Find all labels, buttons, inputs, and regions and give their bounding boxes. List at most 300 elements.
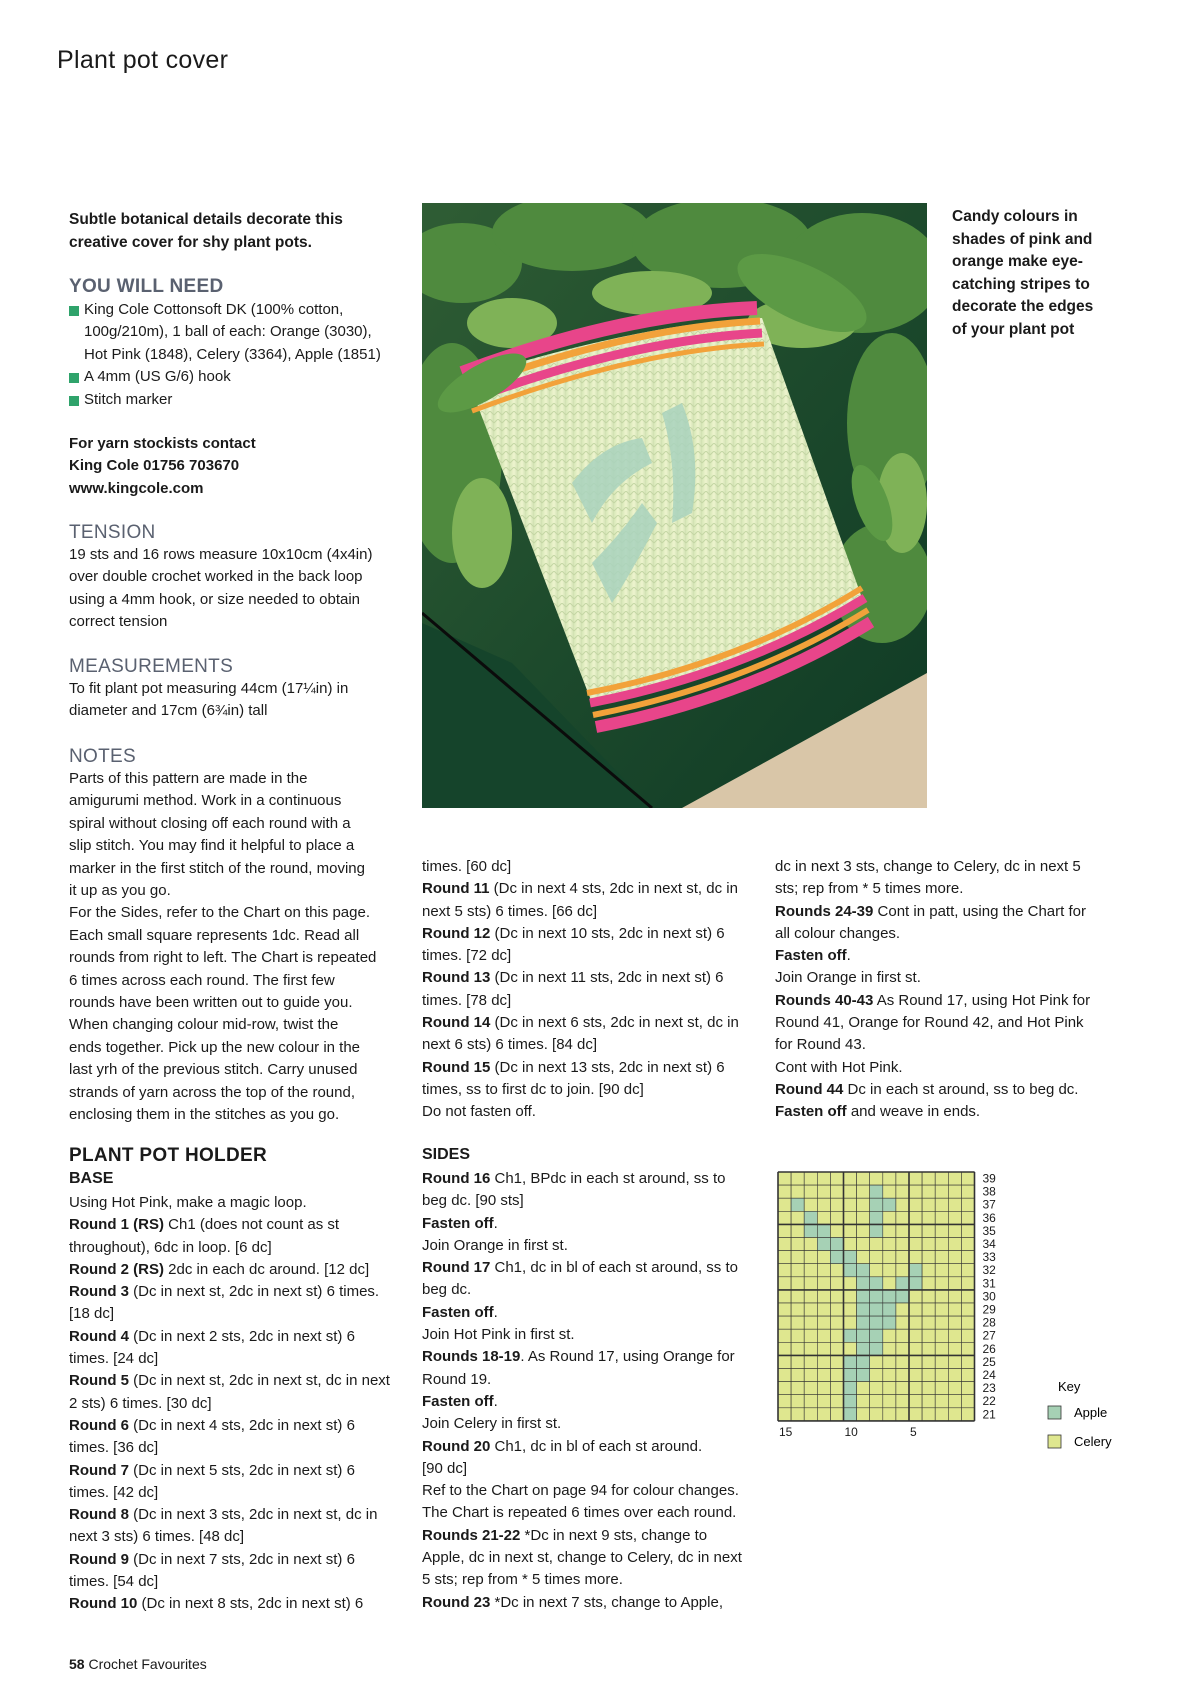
chart-cell [830, 1408, 843, 1421]
instruction-line [775, 856, 1120, 878]
chart-cell [935, 1172, 948, 1185]
chart-cell [778, 1264, 791, 1277]
chart-cell [857, 1238, 870, 1251]
list-item: Stitch marker [69, 389, 414, 411]
chart-cell [844, 1224, 857, 1237]
base-heading: BASE [69, 1170, 114, 1187]
chart-cell [883, 1382, 896, 1395]
chart-cell [817, 1264, 830, 1277]
chart-cell [804, 1316, 817, 1329]
chart-col-label: 15 [779, 1424, 793, 1439]
chart-cell [857, 1316, 870, 1329]
chart-cell [778, 1355, 791, 1368]
chart-cell [830, 1185, 843, 1198]
chart-cell [883, 1355, 896, 1368]
instruction-text: Dc in each st around, ss to beg dc. [843, 1080, 1079, 1098]
chart-cell [857, 1329, 870, 1342]
chart-cell [830, 1355, 843, 1368]
chart-cell [791, 1211, 804, 1224]
chart-cell [961, 1382, 974, 1395]
chart-col-label: 10 [844, 1424, 858, 1439]
instruction-line [422, 1057, 767, 1079]
chart-cell [935, 1185, 948, 1198]
chart-cell [804, 1290, 817, 1303]
chart-cell [883, 1369, 896, 1382]
chart-cell [909, 1238, 922, 1251]
chart-row-label: 21 [982, 1407, 996, 1422]
notes-line: spiral without closing off each round with a [69, 814, 351, 832]
instruction-line [69, 1192, 414, 1214]
chart-cell [909, 1198, 922, 1211]
chart-cell [870, 1290, 883, 1303]
chart-cell [909, 1329, 922, 1342]
chart-cell [817, 1224, 830, 1237]
chart-cell [778, 1211, 791, 1224]
chart-cell [791, 1342, 804, 1355]
chart-row-label: 38 [982, 1184, 996, 1199]
chart-cell [909, 1355, 922, 1368]
chart-cell [922, 1303, 935, 1316]
chart-cell [804, 1329, 817, 1342]
chart-cell [896, 1303, 909, 1316]
chart-cell [883, 1329, 896, 1342]
instruction-text: . [493, 1303, 498, 1321]
chart-cell [961, 1185, 974, 1198]
instruction-text: (Dc in next 11 sts, 2dc in next st) 6 [490, 969, 724, 987]
sides-instructions [422, 1168, 767, 1614]
chart-cell [922, 1211, 935, 1224]
instruction-text: times. [78 dc] [422, 991, 512, 1009]
chart-cell [817, 1355, 830, 1368]
website-link[interactable]: www.kingcole.com [69, 479, 204, 497]
instruction-text: Ch1, dc in bl of each st around, ss to [490, 1259, 738, 1277]
instruction-label: Round 44 [775, 1080, 844, 1098]
materials-list [69, 299, 414, 411]
instruction-label: Round 5 [69, 1372, 129, 1390]
notes-heading: NOTES [69, 746, 136, 767]
chart-cell [817, 1172, 830, 1185]
instruction-line [775, 1012, 1120, 1034]
chart-cell [896, 1329, 909, 1342]
instruction-line [69, 1460, 414, 1482]
chart-cell [961, 1224, 974, 1237]
chart-cell [804, 1277, 817, 1290]
chart-cell [896, 1342, 909, 1355]
chart-cell [804, 1172, 817, 1185]
chart-cell [922, 1277, 935, 1290]
chart-cell [844, 1172, 857, 1185]
chart-cell [830, 1224, 843, 1237]
notes-line: last yrh of the previous stitch. Carry unused [69, 1061, 358, 1079]
instruction-text: throughout), 6dc in loop. [6 dc] [69, 1238, 272, 1256]
chart-cell [922, 1290, 935, 1303]
photo-caption: Candy colours in shades of pink and orange make eye- catching stripes to decorate the edges of your plant pot [952, 208, 1094, 338]
instruction-label: Fasten off [775, 1103, 847, 1121]
chart-cell [804, 1251, 817, 1264]
notes-line: For the Sides, refer to the Chart on this page. [69, 904, 370, 922]
chart-cell [909, 1264, 922, 1277]
chart-key-label: Apple [1074, 1405, 1108, 1420]
chart-cell [961, 1211, 974, 1224]
instruction-text: (Dc in next 6 sts, 2dc in next st, dc in [490, 1014, 739, 1032]
instruction-text: *Dc in next 9 sts, change to [520, 1526, 708, 1544]
chart-cell [778, 1342, 791, 1355]
instruction-label: Fasten off [775, 947, 847, 965]
instruction-text: times. [24 dc] [69, 1350, 159, 1368]
chart-cell [935, 1224, 948, 1237]
chart-cell [870, 1264, 883, 1277]
chart-cell [804, 1303, 817, 1316]
instruction-line [775, 1057, 1120, 1079]
instruction-line [422, 1592, 767, 1614]
chart-cell [922, 1224, 935, 1237]
instruction-line [422, 1279, 767, 1301]
instruction-line [422, 1257, 767, 1279]
chart-cell [922, 1316, 935, 1329]
page-footer [69, 1656, 207, 1672]
instruction-line [422, 1190, 767, 1212]
chart-cell [935, 1198, 948, 1211]
instruction-line [422, 1213, 767, 1235]
chart-cell [961, 1172, 974, 1185]
tension-text: 19 sts and 16 rows measure 10x10cm (4x4in) over double crochet worked in the back loop using a 4mm hook, or size needed to obtain correct tension [69, 546, 373, 631]
chart-cell [778, 1185, 791, 1198]
instruction-text: times. [60 dc] [422, 858, 512, 875]
chart-row-label: 26 [982, 1341, 996, 1356]
chart-key-swatch [1048, 1435, 1061, 1448]
chart-cell [883, 1211, 896, 1224]
chart-cell [948, 1395, 961, 1408]
instruction-label: Round 20 [422, 1437, 491, 1455]
instruction-text: times. [42 dc] [69, 1483, 159, 1501]
chart-cell [935, 1408, 948, 1421]
chart-cell [844, 1290, 857, 1303]
instruction-text: [90 dc] [422, 1459, 468, 1477]
instruction-text: (Dc in next st, 2dc in next st, dc in next [129, 1372, 390, 1390]
instruction-line [422, 856, 767, 878]
chart-cell [844, 1316, 857, 1329]
chart-cell [778, 1369, 791, 1382]
instruction-text: (Dc in next 2 sts, 2dc in next st) 6 [129, 1327, 355, 1345]
chart-cell [909, 1211, 922, 1224]
chart-cell [844, 1277, 857, 1290]
chart-cell [922, 1198, 935, 1211]
base-instructions-continued [422, 856, 767, 1124]
chart-cell [961, 1342, 974, 1355]
chart-cell [896, 1211, 909, 1224]
you-will-need-heading: YOU WILL NEED [69, 276, 224, 297]
chart-col-label: 5 [910, 1424, 917, 1439]
instruction-text: (Dc in next 7 sts, 2dc in next st) 6 [129, 1550, 355, 1568]
chart-row-label: 32 [982, 1263, 996, 1278]
instruction-text: Ch1 (does not count as st [164, 1216, 340, 1234]
chart-cell [909, 1251, 922, 1264]
instruction-line [775, 878, 1120, 900]
magazine-name: Crochet Favourites [84, 1656, 207, 1672]
chart-cell [844, 1211, 857, 1224]
instruction-text: beg dc. [422, 1281, 472, 1299]
chart-cell [804, 1382, 817, 1395]
chart-cell [857, 1303, 870, 1316]
chart-cell [844, 1238, 857, 1251]
chart-cell [817, 1395, 830, 1408]
chart-cell [857, 1382, 870, 1395]
measurements-text: To fit plant pot measuring 44cm (17¼in) in diameter and 17cm (6¾in) tall [69, 680, 349, 720]
notes-line: rounds have been written out to guide you. [69, 994, 353, 1012]
chart-cell [817, 1342, 830, 1355]
chart-cell [857, 1408, 870, 1421]
instruction-line [422, 1346, 767, 1368]
instruction-label: Fasten off [422, 1392, 494, 1410]
instruction-line [775, 1079, 1120, 1101]
instruction-line [422, 1502, 767, 1524]
instruction-text: [18 dc] [69, 1305, 115, 1323]
chart-cell [896, 1224, 909, 1237]
instruction-label: Rounds 21-22 [422, 1526, 521, 1544]
chart-row-label: 39 [982, 1171, 996, 1186]
chart-cell [948, 1224, 961, 1237]
holder-heading: PLANT POT HOLDER [69, 1145, 267, 1166]
chart-cell [948, 1382, 961, 1395]
instruction-label: Round 11 [422, 880, 490, 898]
instruction-line [422, 1235, 767, 1257]
instruction-text: (Dc in next st, 2dc in next st) 6 times. [129, 1283, 380, 1301]
instruction-text: As Round 17, using Hot Pink for [873, 991, 1091, 1009]
chart-cell [791, 1251, 804, 1264]
chart-cell [896, 1277, 909, 1290]
instruction-text: (Dc in next 3 sts, 2dc in next st, dc in [129, 1506, 378, 1524]
chart-cell [817, 1290, 830, 1303]
chart-cell [778, 1198, 791, 1211]
chart-cell [883, 1408, 896, 1421]
instruction-line [422, 1569, 767, 1591]
stockist-contact: For yarn stockists contact King Cole 01756 703670 www.kingcole.com [69, 433, 404, 500]
base-instructions [69, 1192, 414, 1616]
chart-cell [804, 1369, 817, 1382]
chart-cell [948, 1329, 961, 1342]
instruction-text: Join Hot Pink in first st. [422, 1326, 575, 1344]
chart-cell [791, 1238, 804, 1251]
notes-line: marker in the first stitch of the round, moving [69, 859, 365, 877]
chart-cell [948, 1277, 961, 1290]
chart-cell [961, 1395, 974, 1408]
notes-line: rounds from right to left. The Chart is repeated [69, 949, 377, 967]
chart-cell [896, 1264, 909, 1277]
chart-cell [870, 1342, 883, 1355]
chart-cell [791, 1329, 804, 1342]
chart-cell [922, 1329, 935, 1342]
chart-cell [948, 1172, 961, 1185]
instruction-text: Do not fasten off. [422, 1103, 536, 1121]
notes-line: it up as you go. [69, 882, 171, 900]
instruction-line [422, 1012, 767, 1034]
chart-row-label: 33 [982, 1250, 996, 1265]
chart-cell [830, 1316, 843, 1329]
chart-cell [948, 1316, 961, 1329]
chart-cell [909, 1224, 922, 1237]
chart-cell [844, 1342, 857, 1355]
chart-cell [883, 1277, 896, 1290]
chart-cell [791, 1224, 804, 1237]
chart-row-label: 23 [982, 1381, 996, 1396]
chart-cell [857, 1369, 870, 1382]
chart-cell [909, 1369, 922, 1382]
chart-cell [922, 1172, 935, 1185]
chart-cell [935, 1329, 948, 1342]
chart-cell [922, 1369, 935, 1382]
chart-cell [961, 1277, 974, 1290]
instruction-label: Round 4 [69, 1327, 129, 1345]
chart-cell [857, 1211, 870, 1224]
instruction-label: Round 14 [422, 1014, 491, 1032]
instruction-text: next 6 sts) 6 times. [84 dc] [422, 1036, 598, 1054]
instruction-label: Round 6 [69, 1416, 129, 1434]
instruction-line [69, 1571, 414, 1593]
chart-cell [778, 1303, 791, 1316]
instruction-line [69, 1437, 414, 1459]
instruction-label: Round 12 [422, 924, 491, 942]
instruction-line [69, 1549, 414, 1571]
chart-cell [830, 1303, 843, 1316]
notes-line: 6 times across each round. The first few [69, 971, 335, 989]
chart-cell [896, 1198, 909, 1211]
chart-cell [844, 1382, 857, 1395]
chart-cell [870, 1238, 883, 1251]
instruction-line [422, 990, 767, 1012]
instruction-line [69, 1504, 414, 1526]
chart-cell [844, 1198, 857, 1211]
chart-cell [909, 1408, 922, 1421]
instruction-label: Round 8 [69, 1506, 129, 1524]
instruction-text: Ref to the Chart on page 94 for colour changes. [422, 1482, 739, 1500]
chart-cell [778, 1224, 791, 1237]
chart-cell [909, 1290, 922, 1303]
chart-cell [817, 1251, 830, 1264]
chart-cell [778, 1172, 791, 1185]
instruction-line [69, 1303, 414, 1325]
instruction-line [422, 901, 767, 923]
instruction-label: Round 16 [422, 1170, 491, 1187]
colour-chart [776, 1170, 1136, 1475]
chart-cell [896, 1369, 909, 1382]
chart-cell [804, 1408, 817, 1421]
chart-cell [830, 1342, 843, 1355]
instruction-line [775, 923, 1120, 945]
instruction-line [775, 990, 1120, 1012]
instruction-line [422, 1079, 767, 1101]
instruction-label: Round 3 [69, 1283, 129, 1301]
instruction-label: Round 2 (RS) [69, 1260, 164, 1278]
instruction-text: beg dc. [90 sts] [422, 1192, 524, 1210]
chart-row-label: 34 [982, 1236, 996, 1251]
chart-cell [870, 1277, 883, 1290]
chart-cell [896, 1238, 909, 1251]
instruction-label: Round 23 [422, 1593, 491, 1611]
instruction-line [422, 1413, 767, 1435]
notes-line: Each small square represents 1dc. Read all [69, 926, 360, 944]
chart-cell [778, 1329, 791, 1342]
chart-cell [857, 1251, 870, 1264]
chart-cell [948, 1185, 961, 1198]
chart-cell [909, 1316, 922, 1329]
chart-cell [817, 1211, 830, 1224]
chart-cell [922, 1251, 935, 1264]
chart-row-label: 28 [982, 1315, 996, 1330]
chart-cell [948, 1408, 961, 1421]
chart-row-label: 27 [982, 1328, 996, 1343]
instruction-text: Join Orange in first st. [422, 1236, 568, 1254]
chart-cell [909, 1395, 922, 1408]
chart-cell [909, 1172, 922, 1185]
instruction-line [69, 1593, 414, 1615]
chart-cell [922, 1238, 935, 1251]
chart-cell [948, 1369, 961, 1382]
chart-cell [857, 1395, 870, 1408]
chart-row-label: 31 [982, 1276, 996, 1291]
sides-heading: SIDES [422, 1146, 471, 1163]
instruction-line [422, 945, 767, 967]
instruction-text: and weave in ends. [846, 1103, 981, 1121]
chart-cell [922, 1185, 935, 1198]
instruction-line [69, 1482, 414, 1504]
chart-cell [909, 1342, 922, 1355]
instruction-text: Ch1, BPdc in each st around, ss to [490, 1170, 726, 1187]
instruction-text: 5 sts; rep from * 5 times more. [422, 1571, 623, 1589]
instruction-label: Round 13 [422, 969, 491, 987]
chart-cell [844, 1369, 857, 1382]
instruction-text: (Dc in next 8 sts, 2dc in next st) 6 [137, 1595, 364, 1613]
chart-cell [791, 1395, 804, 1408]
chart-cell [791, 1277, 804, 1290]
instruction-text: The Chart is repeated 6 times over each round. [422, 1504, 737, 1522]
chart-cell [844, 1303, 857, 1316]
chart-cell [804, 1185, 817, 1198]
chart-cell [870, 1395, 883, 1408]
chart-cell [961, 1329, 974, 1342]
instruction-text: . As Round 17, using Orange for [520, 1348, 735, 1366]
chart-cell [857, 1185, 870, 1198]
chart-cell [948, 1303, 961, 1316]
instruction-line [69, 1259, 414, 1281]
chart-cell [870, 1172, 883, 1185]
chart-cell [791, 1316, 804, 1329]
chart-cell [830, 1290, 843, 1303]
chart-cell [870, 1211, 883, 1224]
chart-cell [948, 1198, 961, 1211]
chart-row-label: 36 [982, 1210, 996, 1225]
instruction-text: . [493, 1392, 498, 1410]
notes-text [69, 768, 404, 1127]
chart-cell [883, 1172, 896, 1185]
instruction-line [422, 967, 767, 989]
chart-cell [870, 1198, 883, 1211]
chart-cell [961, 1264, 974, 1277]
chart-cell [844, 1251, 857, 1264]
chart-key-title: Key [1058, 1379, 1081, 1394]
instruction-line [775, 901, 1120, 923]
chart-cell [817, 1185, 830, 1198]
chart-cell [844, 1329, 857, 1342]
instruction-line [422, 1034, 767, 1056]
chart-cell [791, 1185, 804, 1198]
chart-cell [922, 1382, 935, 1395]
instruction-line [422, 1458, 767, 1480]
notes-line: Parts of this pattern are made in the [69, 770, 308, 787]
chart-cell [961, 1355, 974, 1368]
instruction-label: Round 7 [69, 1461, 129, 1479]
bullet-square-icon [69, 396, 79, 406]
chart-cell [857, 1172, 870, 1185]
